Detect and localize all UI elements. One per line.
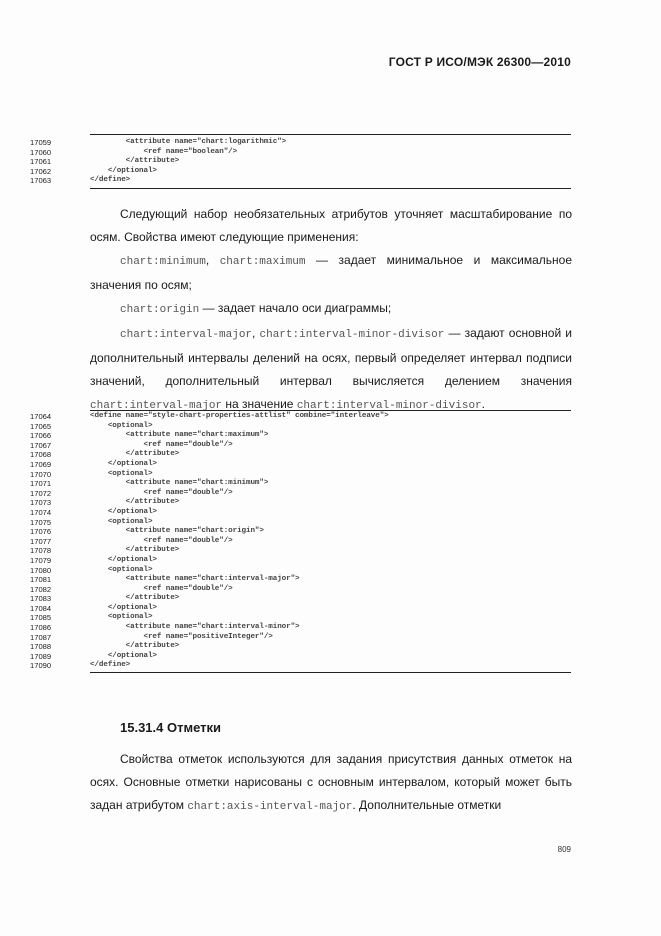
separator: , (252, 326, 260, 340)
code-text: </optional> (90, 459, 157, 468)
code-line (30, 652, 571, 662)
line-number: 17085 (30, 613, 52, 623)
code-listing-1 (30, 134, 571, 189)
code-line (30, 604, 571, 614)
line-number: 17081 (30, 575, 52, 585)
text: — задают основной и дополнительный интервалы делений на осях, первый определяет интервал подписи значений, дополнительный интервал вычисляется делением значения (90, 326, 572, 388)
code-text: <attribute name="chart:interval-major"> (90, 575, 300, 584)
code-line (30, 441, 571, 451)
line-number: 17084 (30, 603, 52, 613)
code-line (30, 489, 571, 499)
code-text: </attribute> (90, 594, 180, 603)
code-line (30, 585, 571, 595)
text: — задает минимальное и максимальное значения по осям; (90, 253, 572, 292)
code-text: </attribute> (90, 642, 180, 651)
code-text: </optional> (90, 651, 157, 660)
code-line (30, 556, 571, 566)
line-number: 17074 (30, 507, 52, 517)
line-number: 17070 (30, 469, 52, 479)
code-line (30, 450, 571, 460)
text: Свойства отметок используются для задания присутствия данных отметок на осях. Основные отметки нарисованы с основным интервалом, который может быть задан атрибутом (90, 752, 572, 812)
text: . (481, 397, 485, 411)
code-text: </optional> (90, 166, 157, 175)
code-line (30, 167, 571, 177)
line-number: 17069 (30, 459, 52, 469)
line-number: 17076 (30, 527, 52, 537)
bottom-rule (90, 188, 571, 189)
prose-scaling-attributes (90, 203, 572, 418)
line-number: 17061 (30, 157, 52, 167)
line-number: 17062 (30, 166, 52, 176)
code-text: <attribute name="chart:minimum"> (90, 479, 269, 488)
code-text: <ref name="boolean"/> (90, 147, 238, 156)
text: — задает начало оси диаграммы; (199, 301, 392, 315)
code-text: <ref name="double"/> (90, 584, 233, 593)
code-term: chart:interval-minor-divisor (259, 329, 445, 341)
line-number: 17071 (30, 479, 52, 489)
code-line (30, 498, 571, 508)
line-number: 17083 (30, 594, 52, 604)
code-text: <ref name="positiveInteger"/> (90, 632, 273, 641)
code-line (30, 575, 571, 585)
text: на значение (222, 397, 297, 411)
code-line (30, 138, 571, 148)
code-text: <optional> (90, 613, 153, 622)
line-number: 17066 (30, 431, 52, 441)
code-line (30, 460, 571, 470)
code-text: </optional> (90, 507, 157, 516)
code-term: chart:origin (120, 304, 200, 316)
code-line (30, 176, 571, 186)
code-line (30, 566, 571, 576)
code-text: </attribute> (90, 546, 180, 555)
paragraph (90, 748, 572, 819)
code-text: <optional> (90, 469, 153, 478)
line-number: 17086 (30, 623, 52, 633)
code-line (30, 537, 571, 547)
line-number: 17059 (30, 138, 52, 147)
code-line (30, 623, 571, 633)
code-line (30, 508, 571, 518)
code-text: <attribute name="chart:interval-minor"> (90, 623, 300, 632)
page-number: 809 (557, 845, 571, 854)
code-term: chart:interval-minor-divisor (296, 400, 482, 412)
code-text: <attribute name="chart:origin"> (90, 527, 264, 536)
bottom-rule (90, 672, 571, 673)
code-term: chart:minimum (120, 256, 206, 268)
text: . Дополнительные отметки (352, 798, 502, 812)
code-text: <attribute name="chart:logarithmic"> (90, 138, 287, 146)
paragraph (90, 297, 572, 322)
code-line (30, 470, 571, 480)
line-number: 17068 (30, 450, 52, 460)
code-text: </define> (90, 176, 131, 185)
code-term: chart:maximum (219, 256, 306, 268)
code-term: chart:interval-major (90, 400, 223, 412)
line-number: 17089 (30, 651, 52, 661)
code-line (30, 157, 571, 167)
section-heading: 15.31.4 Отметки (120, 720, 222, 735)
prose-ticks (90, 748, 572, 819)
code-line (30, 479, 571, 489)
code-text: <optional> (90, 421, 153, 430)
line-number: 17088 (30, 642, 52, 652)
code-text: </attribute> (90, 498, 180, 507)
code-text: </optional> (90, 603, 157, 612)
code-line (30, 412, 571, 422)
code-line (30, 642, 571, 652)
code-listing-2 (30, 410, 571, 673)
code-line (30, 613, 571, 623)
code-line (30, 518, 571, 528)
separator: , (205, 253, 220, 267)
top-rule (90, 134, 571, 135)
code-text: <attribute name="chart:maximum"> (90, 431, 269, 440)
paragraph: Следующий набор необязательных атрибутов уточняет масштабирование по осям. Свойства имеют следующие применения: (90, 207, 572, 244)
line-number: 17067 (30, 440, 52, 450)
line-number: 17079 (30, 555, 52, 565)
code-term: chart:interval-major (120, 329, 253, 341)
code-line (30, 594, 571, 604)
document-header: ГОСТ Р ИСО/МЭК 26300—2010 (388, 55, 571, 69)
code-text: <optional> (90, 565, 153, 574)
code-text: </attribute> (90, 157, 180, 166)
code-line (30, 661, 571, 671)
line-number: 17060 (30, 147, 52, 157)
code-line (30, 431, 571, 441)
line-number: 17064 (30, 412, 52, 421)
code-line (30, 633, 571, 643)
line-number: 17072 (30, 488, 52, 498)
code-term: chart:axis-interval-major (187, 801, 353, 813)
line-number: 17090 (30, 661, 52, 671)
code-text: </optional> (90, 555, 157, 564)
code-line (30, 527, 571, 537)
line-number: 17078 (30, 546, 52, 556)
code-line (30, 546, 571, 556)
code-text: <optional> (90, 517, 153, 526)
line-number: 17075 (30, 517, 52, 527)
line-number: 17077 (30, 536, 52, 546)
line-number: 17065 (30, 421, 52, 431)
code-line (30, 148, 571, 158)
code-text: </define> (90, 661, 131, 670)
code-line (30, 422, 571, 432)
line-number: 17082 (30, 584, 52, 594)
paragraph (90, 249, 572, 297)
line-number: 17063 (30, 176, 52, 186)
line-number: 17087 (30, 632, 52, 642)
paragraph (90, 322, 572, 418)
line-number: 17073 (30, 498, 52, 508)
code-text: <define name="style-chart-properties-attlist" combine="interleave"> (90, 412, 389, 420)
code-text: </attribute> (90, 450, 180, 459)
top-rule (90, 410, 571, 411)
code-text: <ref name="double"/> (90, 440, 233, 449)
line-number: 17080 (30, 565, 52, 575)
code-text: <ref name="double"/> (90, 536, 233, 545)
code-text: <ref name="double"/> (90, 488, 233, 497)
